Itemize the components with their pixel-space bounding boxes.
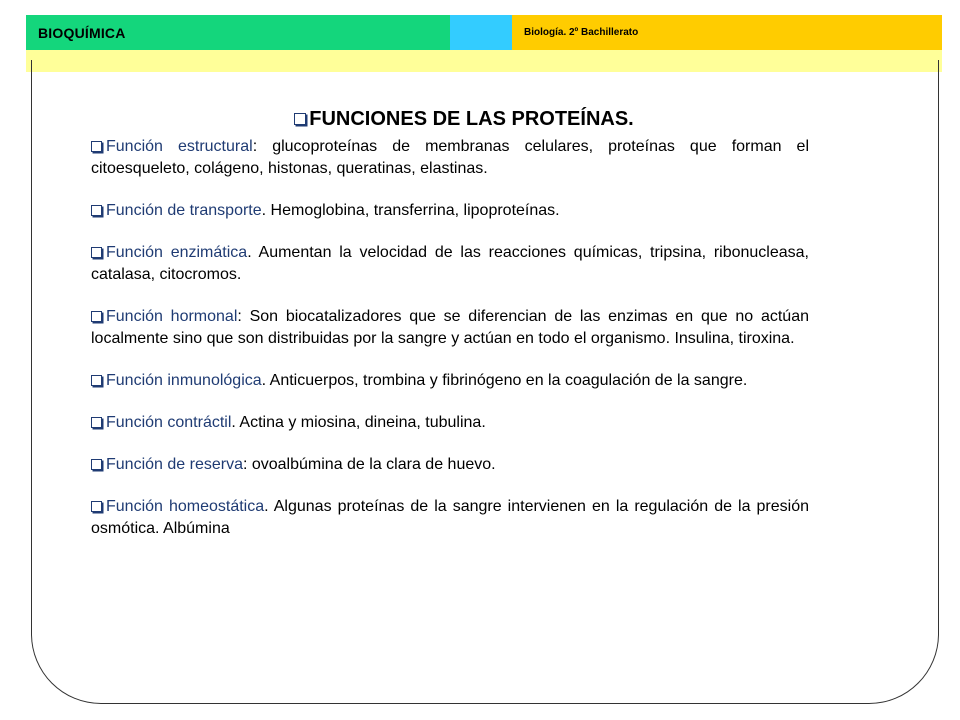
list-item (91, 412, 809, 434)
subject-title: BIOQUÍMICA (38, 25, 126, 41)
list-item (91, 242, 809, 286)
item-text: . Algunas proteínas de la sangre intervienen en la regulación de la presión osmótica. Albúmina (91, 498, 810, 537)
checkbox-square-icon (91, 311, 102, 322)
checkbox-square-icon (91, 141, 102, 152)
page-title (119, 106, 809, 132)
slide-content (91, 106, 809, 560)
course-label: Biología. 2º Bachillerato (524, 27, 639, 38)
list-item (91, 136, 809, 180)
item-term: Función contráctil (106, 414, 232, 431)
list-item (91, 454, 809, 476)
item-text: : glucoproteínas de membranas celulares, proteínas que forman el citoesqueleto, colágeno, histonas, queratinas, elastinas. (91, 138, 810, 177)
header-course-block (512, 15, 942, 50)
list-item (91, 200, 809, 222)
item-text: : ovoalbúmina de la clara de huevo. (242, 456, 496, 473)
checkbox-square-icon (91, 205, 102, 216)
item-text: . Aumentan la velocidad de las reacciones químicas, tripsina, ribonucleasa, catalasa, citocromos. (91, 244, 810, 283)
item-text: . Hemoglobina, transferrina, lipoproteínas. (261, 202, 560, 219)
header-subject-block (26, 15, 450, 50)
item-text: . Actina y miosina, dineina, tubulina. (231, 414, 486, 431)
checkbox-square-icon (294, 113, 306, 125)
checkbox-square-icon (91, 247, 102, 258)
page-title-text: FUNCIONES DE LAS PROTEÍNAS. (309, 108, 634, 130)
item-term: Función homeostática (106, 498, 265, 515)
header-bar (26, 15, 942, 50)
checkbox-square-icon (91, 459, 102, 470)
header-accent-block (450, 15, 512, 50)
item-term: Función de transporte (106, 202, 262, 219)
list-item (91, 306, 809, 350)
item-text: . Anticuerpos, trombina y fibrinógeno en la coagulación de la sangre. (261, 372, 748, 389)
item-text: : Son biocatalizadores que se diferencian de las enzimas en que no actúan localmente sino que son distribuidas por la sangre y actúan en todo el organismo. Insulina, tiroxina. (91, 308, 810, 347)
checkbox-square-icon (91, 501, 102, 512)
item-term: Función hormonal (106, 308, 238, 325)
list-item (91, 496, 809, 540)
item-term: Función inmunológica (106, 372, 262, 389)
item-term: Función estructural (106, 138, 253, 155)
checkbox-square-icon (91, 417, 102, 428)
checkbox-square-icon (91, 375, 102, 386)
item-term: Función enzimática (106, 244, 248, 261)
list-item (91, 370, 809, 392)
item-term: Función de reserva (106, 456, 243, 473)
